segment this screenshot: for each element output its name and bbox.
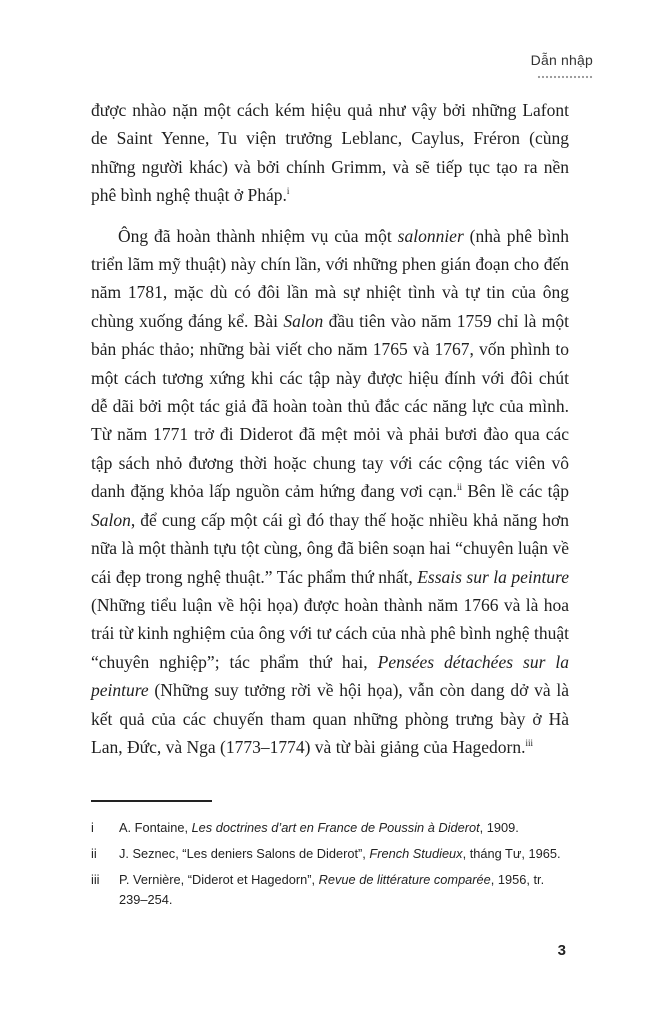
p2-italic-salon-1: Salon [283, 310, 324, 331]
footnote-ref-i[interactable]: i [286, 186, 290, 197]
p2-italic-salon-2: Salon [91, 509, 131, 530]
p2-text-7: (Những suy tưởng rời về hội họa), vẫn còn dang dở và là kết quả của các chuyến tham quan những phòng trưng bày ở Hà Lan, Đức, và Nga (1773–1774) và từ bài giảng của Hagedorn. [91, 680, 569, 757]
footnote-divider [91, 800, 212, 802]
footnote-mark: i [91, 820, 94, 835]
p2-text-3: đầu tiên vào năm 1759 chỉ là một bản phác thảo; những bài viết cho năm 1765 và 1767, vốn phình to một cách tương xứng khi các tập này được hiệu đính với đôi chút dễ dãi bởi một tác giả đã hoàn toàn thủ đắc các năng lực của mình. Từ năm 1771 trở đi Diderot đã mệt mỏi và phải bươi đào qua các tập sách nhỏ đương thời hoặc chung tay với các cộng tác viên vô danh đặng khỏa lấp nguồn cảm hứng đang vơi cạn. [91, 310, 570, 502]
footnote-title: French Studieux [369, 846, 463, 861]
running-head-underline [537, 75, 593, 79]
p2-italic-essais: Essais sur la peinture [417, 566, 569, 587]
p2-italic-pensees: Pensées détachées sur la peinture [91, 651, 569, 701]
p2-text-6: (Những tiểu luận về hội họa) được hoàn thành năm 1766 và là hoa trái từ kinh nghiệm của ông với tư cách của nhà phê bình nghệ thuật “chuyên nghiệp”; tác phẩm thứ hai, [91, 594, 569, 672]
footnote-text-post: , 1909. [479, 820, 519, 835]
page-number: 3 [557, 942, 566, 959]
footnote-text-post: , tháng Tư, 1965. [462, 846, 561, 861]
footnotes [91, 818, 569, 916]
footnote-text-post: , 1956, tr. 239–254. [119, 872, 545, 907]
footnote-item [91, 870, 569, 910]
footnote-item [91, 818, 569, 838]
p1-text: được nhào nặn một cách kém hiệu quả như vậy bởi những Lafont de Saint Yenne, Tu viện trưởng Leblanc, Caylus, Fréron (cùng những người khác) và bởi chính Grimm, và sẽ tiếp tục tạo ra nền phê bình nghệ thuật ở Pháp. [91, 100, 569, 206]
footnote-text [119, 870, 569, 910]
footnote-text-pre: J. Seznec, “Les deniers Salons de Diderot”, [119, 846, 370, 861]
footnote-mark: ii [91, 846, 97, 861]
main-text [91, 96, 569, 761]
paragraph-2 [91, 222, 569, 762]
p2-text-5: , để cung cấp một cái gì đó thay thế hoặc nhiều khả năng hơn nữa là một thành tựu tột cùng, ông đã biên soạn hai “chuyên luận về cái đẹp trong nghệ thuật.” Tác phẩm thứ nhất, [91, 509, 569, 587]
footnote-text-pre: A. Fontaine, [119, 820, 192, 835]
footnote-ref-iii[interactable]: iii [525, 737, 533, 748]
footnote-title: Revue de littérature comparée [318, 872, 491, 887]
footnote-item [91, 844, 569, 864]
footnote-text-pre: P. Vernière, “Diderot et Hagedorn”, [119, 872, 319, 887]
p2-italic-salonnier: salonnier [397, 225, 464, 246]
footnote-mark: iii [91, 872, 100, 887]
footnote-text [119, 818, 569, 838]
footnote-title: Les doctrines d’art en France de Poussin à Diderot [191, 820, 480, 835]
footnote-text [119, 844, 569, 864]
paragraph-1 [91, 96, 569, 210]
p2-text-1: Ông đã hoàn thành nhiệm vụ của một [118, 225, 398, 246]
footnote-ref-ii[interactable]: ii [456, 482, 462, 493]
p2-text-2: (nhà phê bình triển lãm mỹ thuật) này chín lần, với những phen gián đoạn cho đến năm 1781, mặc dù có đôi lần mà sự nhiệt tình và tự tin của ông chùng xuống đáng kể. Bài [91, 225, 569, 331]
p2-text-4: Bên lề các tập [462, 481, 569, 502]
running-head: Dẫn nhập [530, 52, 593, 68]
